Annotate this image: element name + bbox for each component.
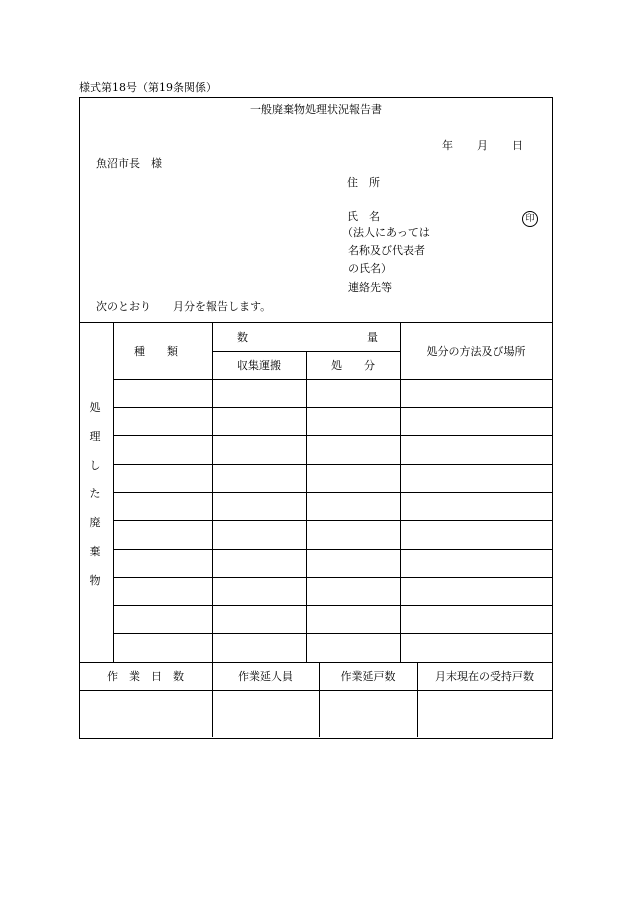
col-type-header: 種 類 xyxy=(134,345,178,358)
summary-header-bottom xyxy=(79,690,552,691)
table-row-line xyxy=(113,407,552,408)
table-row-line xyxy=(113,549,552,550)
seal-mark: 印 xyxy=(522,211,538,227)
side-label-char: 理 xyxy=(89,430,101,443)
month-end-households-header: 月末現在の受持戸数 xyxy=(435,670,534,683)
households-header: 作業延戸数 xyxy=(340,670,396,683)
table-bottom-line xyxy=(79,662,552,663)
table-row-line xyxy=(113,520,552,521)
qty-subheader-line xyxy=(212,351,400,352)
table-row-line xyxy=(113,435,552,436)
date-day-label: 日 xyxy=(512,139,523,152)
date-month-label: 月 xyxy=(477,139,488,152)
col-quantity-header-right: 量 xyxy=(367,331,378,344)
name-label: 氏 名 xyxy=(347,210,380,223)
form-number-label: 様式第18号（第19条関係） xyxy=(79,81,217,94)
header-divider xyxy=(79,322,552,323)
work-days-header: 作 業 日 数 xyxy=(107,670,184,683)
table-row-line xyxy=(113,577,552,578)
table-row-line xyxy=(113,605,552,606)
side-label-char: 廃 xyxy=(89,516,101,529)
col-quantity-header-left: 数 xyxy=(237,331,248,344)
table-vline-3 xyxy=(306,351,307,662)
side-label-char: し xyxy=(89,459,101,472)
table-row-line xyxy=(113,492,552,493)
form-frame xyxy=(79,97,553,739)
col-method-place-header: 処分の方法及び場所 xyxy=(426,345,526,358)
address-label: 住 所 xyxy=(347,176,380,189)
table-row-line xyxy=(113,464,552,465)
report-statement: 次のとおり 月分を報告します。 xyxy=(96,300,272,313)
workers-header: 作業延人員 xyxy=(238,670,293,683)
side-label-char: 棄 xyxy=(89,545,101,558)
side-label-char: 物 xyxy=(89,574,101,587)
corporate-note-line1: （法人にあっては xyxy=(342,226,430,239)
corporate-note-line2: 名称及び代表者 xyxy=(348,244,425,257)
table-row-line xyxy=(113,633,552,634)
contact-label: 連絡先等 xyxy=(348,281,392,294)
col-collection-header: 収集運搬 xyxy=(237,359,281,372)
side-label-char: 処 xyxy=(89,401,101,414)
form-title: 一般廃棄物処理状況報告書 xyxy=(250,103,382,116)
addressee: 魚沼市長 様 xyxy=(96,157,162,170)
side-label-char: た xyxy=(89,487,101,500)
date-year-label: 年 xyxy=(442,139,453,152)
col-disposal-header: 処 分 xyxy=(331,359,375,372)
corporate-note-line3: の氏名） xyxy=(348,262,392,275)
table-header-bottom xyxy=(113,379,552,380)
